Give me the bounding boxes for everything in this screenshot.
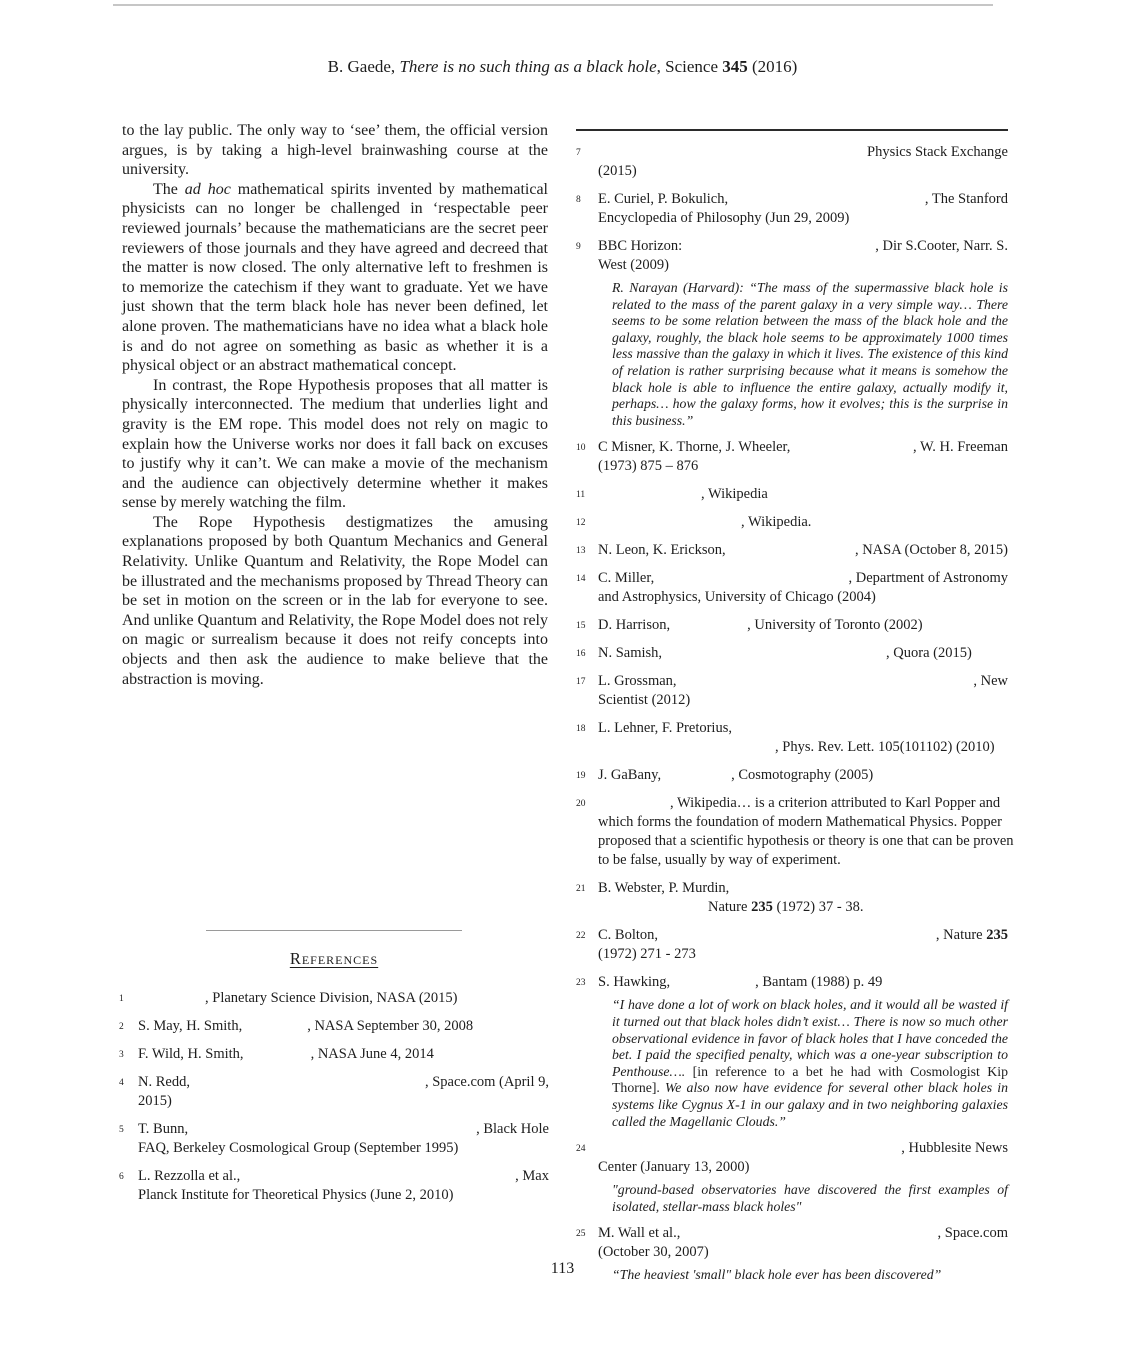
- reference-line: [598, 794, 1008, 813]
- reference-line: [598, 644, 1008, 663]
- reference-item: [576, 569, 1008, 607]
- text-segment: Nature: [708, 899, 752, 916]
- text-segment: L. Lehner, F. Pretorius,: [598, 720, 732, 737]
- reference-number: 15: [576, 621, 586, 632]
- redacted-link-gap: [790, 438, 913, 457]
- reference-line: [598, 832, 1014, 851]
- reference-line: [598, 190, 1008, 209]
- reference-line: [598, 1139, 1008, 1158]
- reference-number: 7: [576, 148, 581, 158]
- reference-line: [138, 1017, 549, 1036]
- references-section: [119, 930, 549, 1214]
- text-segment: , The Stanford: [924, 191, 1008, 207]
- reference-number: 23: [576, 978, 586, 989]
- reference-line: [598, 237, 1008, 256]
- reference-item: [576, 190, 1008, 228]
- reference-line: [598, 569, 1008, 588]
- text-segment: , Nature: [935, 927, 987, 944]
- reference-number: 5: [119, 1125, 124, 1135]
- running-head-author: B. Gaede,: [327, 57, 400, 76]
- redacted-link-gap: [242, 1017, 307, 1036]
- text-segment: , Department of Astronomy: [848, 570, 1008, 587]
- text-segment: F. Wild, H. Smith,: [138, 1046, 244, 1062]
- text-segment: D. Harrison,: [598, 617, 671, 634]
- reference-item: [119, 1045, 549, 1064]
- text-segment: (1973) 875 – 876: [598, 458, 699, 475]
- redacted-link-gap: [190, 1073, 425, 1092]
- reference-number: 4: [119, 1078, 124, 1088]
- reference-number: 17: [576, 677, 586, 688]
- text-segment: , NASA (October 8, 2015): [854, 542, 1008, 559]
- running-head-title: There is no such thing as a black hole: [399, 57, 657, 76]
- running-head: [0, 57, 1125, 77]
- reference-number: 6: [119, 1172, 124, 1182]
- redacted-link-gap: [728, 190, 925, 209]
- redacted-link-gap: [598, 738, 775, 757]
- references-divider-rule: [206, 930, 462, 931]
- reference-line: [138, 989, 549, 1008]
- reference-item: [576, 766, 1008, 785]
- reference-line: [598, 162, 1008, 181]
- reference-line: [598, 719, 1008, 738]
- text-segment: , NASA June 4, 2014: [310, 1046, 434, 1062]
- text-segment: We also now have evidence for several other black holes in systems like Cygnus X-1 in our galaxy and in two neighboring galaxies called the Magellanic Clouds.”: [612, 1080, 1008, 1129]
- text-segment: to be false, usually by way of experiment.: [598, 852, 841, 869]
- text-segment: , Dir S.Cooter, Narr. S.: [875, 238, 1008, 254]
- reference-number: 14: [576, 574, 586, 585]
- text-segment: M. Wall et al.,: [598, 1225, 681, 1242]
- text-segment: , Wikipedia… is a criterion attributed to Karl Popper and: [670, 795, 1001, 812]
- reference-line: [138, 1186, 549, 1205]
- reference-number: 12: [576, 518, 586, 529]
- reference-item: [576, 973, 1008, 1130]
- reference-line: [598, 616, 1008, 635]
- text-segment: N. Samish,: [598, 645, 663, 662]
- text-segment: FAQ, Berkeley Cosmological Group (September 1995): [138, 1140, 459, 1156]
- text-segment: , Space.com: [937, 1225, 1008, 1242]
- reference-line: [598, 457, 1008, 476]
- reference-line: [138, 1092, 549, 1111]
- redacted-link-gap: [598, 794, 670, 813]
- body-paragraph: [122, 376, 548, 513]
- reference-line: [598, 851, 1008, 870]
- text-segment: N. Redd,: [138, 1074, 190, 1090]
- text-segment: , Cosmotography (2005): [731, 767, 874, 784]
- reference-item: [576, 143, 1008, 181]
- reference-item: [576, 644, 1008, 663]
- redacted-link-gap: [670, 973, 755, 992]
- text-segment: J. GaBany,: [598, 767, 662, 784]
- text-segment: T. Bunn,: [138, 1121, 189, 1137]
- text-segment: , Wikipedia.: [741, 514, 812, 531]
- reference-line: [598, 209, 1008, 228]
- redacted-link-gap: [661, 766, 731, 785]
- text-segment: 235: [751, 899, 773, 916]
- reference-item: [576, 794, 1014, 870]
- reference-number: 21: [576, 884, 586, 895]
- top-rule: [113, 4, 993, 6]
- body-paragraph: [122, 121, 548, 180]
- page-number: 113: [550, 1260, 575, 1277]
- reference-number: 24: [576, 1144, 586, 1155]
- running-head-journal: , Science: [656, 57, 723, 76]
- reference-number: 3: [119, 1050, 124, 1060]
- redacted-link-gap: [680, 1224, 937, 1243]
- text-segment: (1972) 271 - 273: [598, 946, 696, 963]
- text-segment: Encyclopedia of Philosophy (Jun 29, 2009): [598, 210, 850, 226]
- reference-line: [598, 438, 1008, 457]
- reference-line: [138, 1139, 549, 1158]
- text-segment: "ground-based observatories have discovered the first examples of isolated, stellar-mass black holes": [612, 1182, 1008, 1214]
- reference-item: [576, 672, 1008, 710]
- redacted-link-gap: [598, 513, 741, 532]
- redacted-link-gap: [598, 143, 867, 162]
- text-segment: C. Bolton,: [598, 927, 659, 944]
- reference-number: 20: [576, 799, 586, 810]
- text-segment: [in reference to a bet he had with Cosmologist Kip Thorne].: [612, 1063, 1008, 1096]
- redacted-link-gap: [670, 616, 747, 635]
- text-segment: mathematical spirits invented by mathematical physicists can no longer be challenged in ‘respectable peer reviewed journals’ because the mathematicians are the secret peer reviewers of those journals and they have agreed and decreed that the matter is now closed. The only alternative left to freshmen is to memorize the catechism if they want to graduate. Yet we have just shown that the term black hole has never been defined, let alone proven. The mathematicians have no idea what a black hole is and do not agree on something as basic as whether it is a physical object or an abstract mathematical concept.: [122, 180, 548, 375]
- text-segment: The: [153, 180, 185, 198]
- reference-number: 16: [576, 649, 586, 660]
- reference-number: 10: [576, 443, 586, 454]
- redacted-link-gap: [662, 644, 886, 663]
- text-segment: , Bantam (1988) p. 49: [755, 974, 883, 991]
- text-segment: (October 30, 2007): [598, 1244, 709, 1261]
- reference-number: 9: [576, 242, 581, 252]
- redacted-link-gap: [654, 569, 848, 588]
- text-segment: S. Hawking,: [598, 974, 671, 991]
- text-segment: (2015): [598, 163, 637, 179]
- body-paragraph: [122, 513, 548, 689]
- text-segment: which forms the foundation of modern Mathematical Physics. Popper: [598, 814, 1002, 831]
- reference-line: [138, 1073, 549, 1092]
- text-segment: E. Curiel, P. Bokulich,: [598, 191, 729, 207]
- redacted-link-gap: [682, 237, 875, 256]
- text-segment: In contrast, the Rope Hypothesis proposes that all matter is physically interconnected. The medium that underlies light and gravity is the EM rope. This model does not rely on magic to explain how the Universe works nor does it fall back on excuses to justify why it can’t. We can make a movie of the mechanism and the audience can objectively determine whether it makes sense by merely watching the film.: [122, 376, 548, 512]
- reference-item: [576, 513, 1008, 532]
- text-segment: , Phys. Rev. Lett. 105(101102) (2010): [775, 739, 995, 756]
- reference-line: [598, 738, 1008, 757]
- redacted-link-gap: [598, 485, 701, 504]
- reference-number: 19: [576, 771, 586, 782]
- text-segment: , NASA September 30, 2008: [307, 1018, 474, 1034]
- reference-item: [576, 926, 1008, 964]
- text-segment: to the lay public. The only way to ‘see’ them, the official version argues, is by taking a high-level brainwashing course at the university.: [122, 122, 548, 179]
- text-segment: , Space.com (April 9,: [424, 1074, 549, 1090]
- reference-number: 8: [576, 195, 581, 205]
- text-segment: Physics Stack Exchange: [867, 144, 1008, 160]
- reference-line: [138, 1167, 549, 1186]
- text-segment: Center (January 13, 2000): [598, 1159, 750, 1176]
- reference-number: 25: [576, 1229, 586, 1240]
- reference-line: [598, 1158, 1008, 1177]
- text-segment: BBC Horizon:: [598, 238, 683, 254]
- reference-item: [119, 989, 549, 1008]
- text-segment: (1972) 37 - 38.: [772, 899, 864, 916]
- text-segment: The Rope Hypothesis destigmatizes the amusing explanations proposed by both Quantum Mechanics and General Relativity. Unlike Quantum and Relativity, the Rope Model can be illustrated and the mechanisms proposed by Thread Theory can be set in motion on the screen or in the lab for everyone to see. And unlike Quantum and Relativity, the Rope Model does not rely on magic or surrealism because it does not reify concepts into objects and then ask the audience to make believe that the abstraction is moving.: [122, 513, 548, 688]
- text-segment: L. Rezzolla et al.,: [138, 1168, 241, 1184]
- text-segment: N. Leon, K. Erickson,: [598, 542, 726, 559]
- reference-number: 18: [576, 724, 586, 735]
- reference-line: [598, 143, 1008, 162]
- text-segment: West (2009): [598, 257, 669, 273]
- text-segment: proposed that a scientific hypothesis or theory is one that can be proven: [598, 833, 1014, 850]
- reference-line: [598, 691, 1008, 710]
- reference-item: [119, 1120, 549, 1158]
- redacted-link-gap: [240, 1167, 515, 1186]
- text-segment: , Max: [515, 1168, 549, 1184]
- references-list-right: [576, 129, 1014, 1293]
- reference-item: [576, 541, 1008, 560]
- redacted-link-gap: [188, 1120, 476, 1139]
- reference-number: 11: [576, 490, 586, 501]
- text-segment: “The heaviest 'small" black hole ever has been discovered”: [612, 1267, 942, 1283]
- text-segment: ad hoc: [184, 180, 231, 198]
- reference-item: [576, 616, 1008, 635]
- reference-line: [598, 672, 1008, 691]
- redacted-link-gap: [598, 1139, 901, 1158]
- reference-line: [598, 945, 1008, 964]
- text-segment: Planck Institute for Theoretical Physics (June 2, 2010): [138, 1187, 454, 1203]
- reference-line: [598, 513, 1008, 532]
- reference-line: [598, 973, 1008, 992]
- reference-line: [598, 813, 1008, 832]
- text-segment: , Black Hole: [476, 1121, 549, 1137]
- reference-line: [598, 1224, 1008, 1243]
- text-segment: , Planetary Science Division, NASA (2015): [205, 990, 458, 1006]
- reference-item: [576, 485, 1008, 504]
- text-segment: 235: [986, 927, 1008, 944]
- text-segment: , New: [973, 673, 1008, 690]
- reference-line: [598, 766, 1008, 785]
- reference-item: [576, 879, 1008, 917]
- text-segment: , Quora (2015): [886, 645, 972, 662]
- text-segment: Scientist (2012): [598, 692, 691, 709]
- left-column-body: [122, 121, 548, 689]
- text-segment: S. May, H. Smith,: [138, 1018, 243, 1034]
- reference-line: [598, 485, 1008, 504]
- text-segment: and Astrophysics, University of Chicago (2004): [598, 589, 876, 606]
- references-heading: References: [289, 949, 379, 968]
- reference-number: 2: [119, 1022, 124, 1032]
- reference-line: [138, 1120, 549, 1139]
- redacted-link-gap: [138, 989, 205, 1008]
- running-head-year: (2016): [747, 57, 798, 76]
- reference-line: [598, 541, 1008, 560]
- text-segment: B. Webster, P. Murdin,: [598, 880, 730, 897]
- reference-line: [598, 256, 1008, 275]
- redacted-link-gap: [726, 541, 855, 560]
- text-segment: , University of Toronto (2002): [747, 617, 923, 634]
- reference-quote: [612, 280, 1008, 429]
- body-paragraph: [122, 180, 548, 376]
- reference-item: [576, 438, 1008, 476]
- reference-item: [576, 719, 1008, 757]
- references-list-left: [119, 989, 549, 1205]
- text-segment: C Misner, K. Thorne, J. Wheeler,: [598, 439, 791, 456]
- text-segment: , Hubblesite News: [901, 1140, 1008, 1157]
- reference-number: 13: [576, 546, 586, 557]
- reference-item: [119, 1017, 549, 1036]
- text-segment: C. Miller,: [598, 570, 655, 587]
- redacted-link-gap: [244, 1045, 311, 1064]
- reference-quote: [612, 997, 1008, 1130]
- reference-line: [598, 898, 1008, 917]
- text-segment: 2015): [138, 1093, 172, 1109]
- text-segment: “I have done a lot of work on black holes, and it would all be wasted if it turned out that black holes didn’t exist… There is now so much other observational evidence in favor of black holes that I have conceded the bet. I paid the specified penalty, which was a one-year subscription to Penthouse….: [612, 997, 1008, 1079]
- text-segment: R. Narayan (Harvard): “The mass of the supermassive black hole is related to the mass of the parent galaxy in a very simple way… There seems to be some relation between the mass of the black hole and the galaxy, roughly, the black hole seems to be approximately 1000 times less massive than the galaxy in which it lives. The existence of this kind of relation is rather surprising because what it means is somehow the black hole is able to influence the entire galaxy, actually modify it, perhaps… how the galaxy forms, how it evolves; this is the surprise in this business.”: [612, 280, 1008, 428]
- text-segment: L. Grossman,: [598, 673, 677, 690]
- reference-line: [598, 926, 1008, 945]
- running-head-volume: 345: [722, 57, 748, 76]
- reference-number: 22: [576, 931, 586, 942]
- reference-line: [598, 588, 1008, 607]
- reference-item: [576, 237, 1008, 429]
- reference-quote: [612, 1182, 1008, 1215]
- text-segment: , W. H. Freeman: [912, 439, 1008, 456]
- reference-item: [119, 1073, 549, 1111]
- reference-line: [598, 879, 1008, 898]
- reference-item: [576, 1139, 1008, 1215]
- redacted-link-gap: [677, 672, 974, 691]
- redacted-link-gap: [658, 926, 936, 945]
- reference-item: [119, 1167, 549, 1205]
- redacted-link-gap: [598, 898, 708, 917]
- reference-number: 1: [119, 994, 124, 1004]
- reference-line: [138, 1045, 549, 1064]
- text-segment: , Wikipedia: [701, 486, 768, 503]
